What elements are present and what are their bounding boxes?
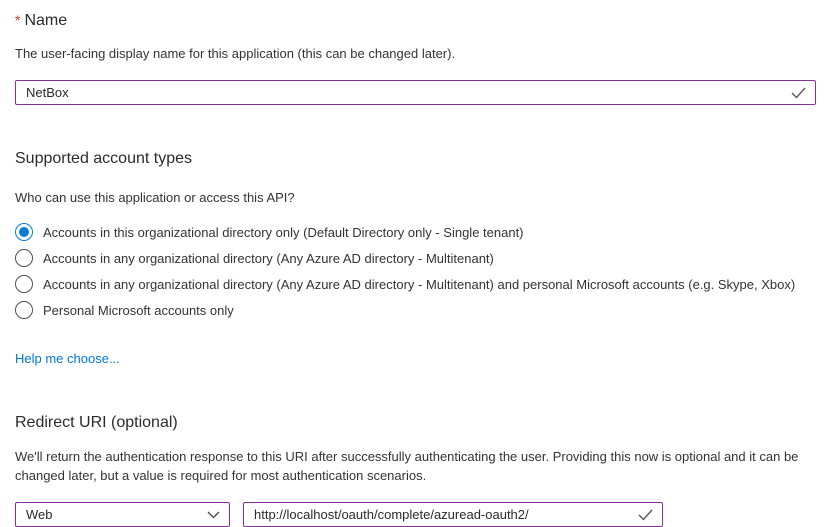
account-type-option-personal-only[interactable] <box>15 301 816 319</box>
name-section-title <box>15 10 816 31</box>
name-input[interactable] <box>15 80 816 105</box>
platform-select[interactable] <box>15 502 230 527</box>
platform-select-value: Web <box>26 507 53 522</box>
account-types-radio-group <box>15 223 816 319</box>
account-type-option-single-tenant[interactable] <box>15 223 816 241</box>
account-types-question: Who can use this application or access this API? <box>15 190 295 205</box>
radio-unselected-icon[interactable] <box>15 249 33 267</box>
chevron-down-icon <box>207 511 220 519</box>
redirect-uri-section <box>15 412 816 527</box>
name-input-wrap <box>15 80 816 105</box>
name-description: The user-facing display name for this application (this can be changed later). <box>15 46 456 61</box>
required-asterisk: * <box>15 12 21 28</box>
redirect-uri-input[interactable] <box>243 502 663 527</box>
redirect-uri-row <box>15 502 816 527</box>
radio-label: Accounts in any organizational directory (Any Azure AD directory - Multitenant) <box>43 250 494 266</box>
account-type-option-multitenant[interactable] <box>15 249 816 267</box>
help-me-choose-link[interactable]: Help me choose... <box>15 351 120 366</box>
account-types-title: Supported account types <box>15 150 193 167</box>
redirect-uri-title: Redirect URI (optional) <box>15 414 178 431</box>
radio-label: Personal Microsoft accounts only <box>43 302 234 318</box>
name-title-text: Name <box>24 12 68 29</box>
radio-label: Accounts in any organizational directory (Any Azure AD directory - Multitenant) and personal Microsoft accounts (e.g. Skype, Xbox) <box>43 276 796 292</box>
radio-selected-icon[interactable] <box>15 223 33 241</box>
supported-account-types-section <box>15 148 816 368</box>
redirect-uri-description: We'll return the authentication response to this URI after successfully authenticating the user. Providing this now is optional and it can be changed later, but a value is required for most authentication scenarios. <box>15 449 799 483</box>
redirect-uri-input-wrap <box>243 502 663 527</box>
radio-label: Accounts in this organizational directory only (Default Directory only - Single tenant) <box>43 224 524 240</box>
radio-unselected-icon[interactable] <box>15 301 33 319</box>
radio-unselected-icon[interactable] <box>15 275 33 293</box>
account-type-option-multitenant-personal[interactable] <box>15 275 816 293</box>
